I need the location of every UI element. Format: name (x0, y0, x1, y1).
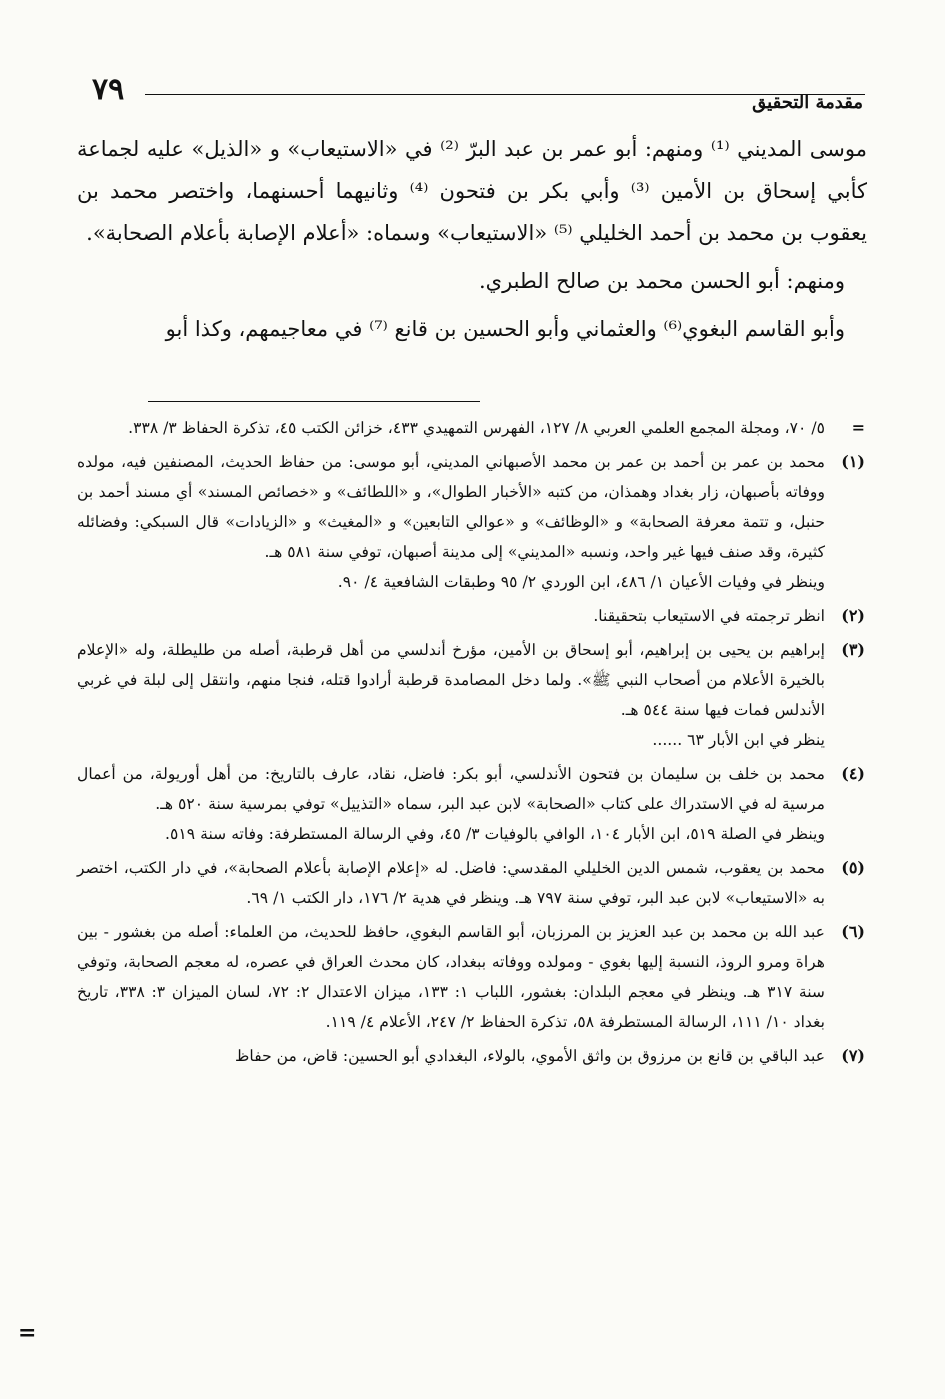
footnote-continuation (77, 413, 865, 443)
footnote-number: (٦) (841, 922, 865, 941)
footnote-6 (77, 917, 865, 1037)
running-title: مقدمة التحقيق (752, 92, 863, 113)
footnote-2 (77, 601, 865, 631)
footnote-number: (٢) (841, 606, 865, 625)
footnote-text: عبد الله بن محمد بن عبد العزيز بن المرزبان، أبو القاسم البغوي، حافظ للحديث، من العلماء: أصله من بغشور - بين هراة ومرو الروذ، النسبة إليها بغوي - ومولده ووفاته ببغداد، كان محدث العراق في عصره، له معجم الصحابة، وتوفي سنة ٣١٧ هـ. وينظر في معجم البلدان: بغشور، اللباب ١: ١٣٣، ميزان الاعتدال ٢: ٧٢، لسان الميزان ٣: ٣٣٨، تاريخ بغداد ١٠/ ١١١، الرسالة المستطرفة ٥٨، تذكرة الحفاظ ٢/ ٢٤٧، الأعلام ٤/ ١١٩. (77, 923, 825, 1031)
footnote-separator (148, 401, 480, 402)
footnote-text: محمد بن عمر بن أحمد بن عمر بن محمد الأصبهاني المديني، أبو موسى: من حفاظ الحديث، المصنفين فيه، مولده ووفاته بأصبهان، زار بغداد وهمذان، من كتبه «الأخبار الطوال»، و «اللطائف» و «خصائص المسند» أي مسند أحمد بن حنبل، و تتمة معرفة الصحابة» و «الوظائف» و «عوالي التابعين» و «المغيث» و «الزيادات» قال السبكي: وفضائله كثيرة، وقد صنف فيها غير واحد، ونسبه «المديني» إلى مدينة أصبهان، توفي سنة ٥٨١ هـ. (77, 453, 825, 561)
main-paragraph: ومنهم: أبو الحسن محمد بن صالح الطبري. (478, 269, 845, 293)
footnote-number: (٥) (841, 858, 865, 877)
footnote-3 (77, 635, 865, 755)
footnote-7 (77, 1041, 865, 1071)
footnote-text: ٥/ ٧٠، ومجلة المجمع العلمي العربي ٨/ ١٢٧، الفهرس التمهيدي ٤٣٣، خزائن الكتب ٤٥، تذكرة الحفاظ ٣/ ٣٣٨. (128, 419, 825, 437)
footnote-4 (77, 759, 865, 849)
main-paragraph: موسى المديني ⁽¹⁾ ومنهم: أبو عمر بن عبد البرّ ⁽²⁾ في «الاستيعاب» و «الذيل» عليه لجماعة كأبي إسحاق بن الأمين ⁽³⁾ وأبي بكر بن فتحون ⁽⁴⁾ وثانيهما أحسنهما، واختصر محمد بن يعقوب بن محمد بن أحمد الخليلي ⁽⁵⁾ «الاستيعاب» وسماه: «أعلام الإصابة بأعلام الصحابة». (77, 137, 867, 245)
main-text (77, 128, 867, 356)
footnotes (77, 413, 865, 1075)
footnote-text: محمد بن يعقوب، شمس الدين الخليلي المقدسي: فاضل. له «إعلام الإصابة بأعلام الصحابة»، في دار الكتب، اختصر به «الاستيعاب» لابن عبد البر، توفي سنة ٧٩٧ هـ. وينظر في هدية ٢/ ١٧٦، دار الكتب ١/ ٦٩. (77, 859, 825, 907)
footnote-number: (٧) (841, 1046, 865, 1065)
footnote-number: (٣) (841, 640, 865, 659)
footnote-text: وينظر في الصلة ٥١٩، ابن الأبار ١٠٤، الوافي بالوفيات ٣/ ٤٥، وفي الرسالة المستطرفة: وفاته سنة ٥١٩. (165, 825, 825, 843)
continues-mark: = (18, 1320, 37, 1346)
footnote-1 (77, 447, 865, 597)
footnote-text: انظر ترجمته في الاستيعاب بتحقيقنا. (593, 607, 825, 625)
page-number: ٧٩ (92, 72, 125, 107)
footnote-text: إبراهيم بن يحيى بن إبراهيم، أبو إسحاق بن الأمين، مؤرخ أندلسي من أهل قرطبة، أصله من طليطلة، وله «الإعلام بالخيرة الأعلام من أصحاب النبي ﷺ». ولما دخل المصامدة قرطبة أرادوا قتله، فنجا منهم، وانتقل إلى لبلة في غربي الأندلس فمات فيها سنة ٥٤٤ هـ. (77, 641, 825, 719)
continuation-mark: = (851, 418, 865, 437)
footnote-text: ينظر في ابن الأبار ٦٣ ...... (652, 731, 825, 749)
footnote-text: وينظر في وفيات الأعيان ١/ ٤٨٦، ابن الوردي ٢/ ٩٥ وطبقات الشافعية ٤/ ٩٠. (337, 573, 825, 591)
footnote-number: (٤) (841, 764, 865, 783)
main-paragraph: وأبو القاسم البغوي⁽⁶⁾ والعثماني وأبو الحسين بن قانع ⁽⁷⁾ في معاجيمهم، وكذا أبو (165, 317, 845, 341)
footnote-5 (77, 853, 865, 913)
footnote-text: محمد بن خلف بن سليمان بن فتحون الأندلسي، أبو بكر: فاضل، نقاد، عارف بالتاريخ: من أهل أوريولة، من أعمال مرسية له في الاستدراك على كتاب «الصحابة» لابن عبد البر، سماه «التذييل» توفي بمرسية سنة ٥٢٠ هـ. (77, 765, 825, 813)
footnote-text: عبد الباقي بن قانع بن مرزوق بن واثق الأموي، بالولاء، البغدادي أبو الحسين: قاض، من حفاظ (235, 1047, 825, 1065)
footnote-number: (١) (841, 452, 865, 471)
